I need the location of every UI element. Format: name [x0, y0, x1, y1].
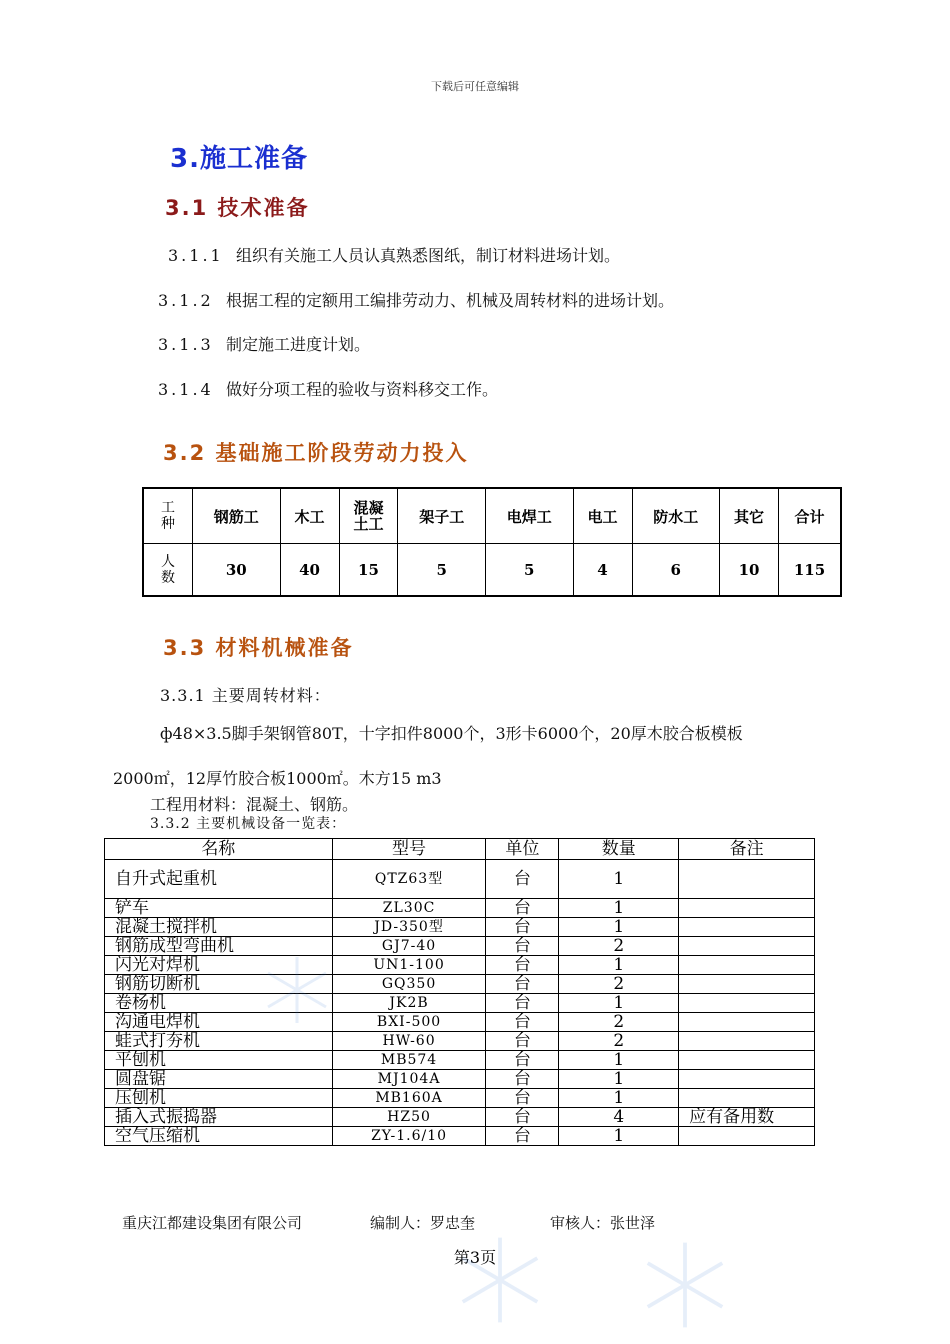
sub-3-3-1: 3.3.1 主要周转材料： — [160, 686, 331, 705]
equip-unit-cell: 台 — [486, 994, 559, 1013]
count-cell: 5 — [398, 544, 486, 597]
equip-name-cell: 圆盘锯 — [105, 1070, 333, 1089]
type-cell: 其它 — [720, 488, 779, 544]
col-header-name: 名称 — [105, 839, 333, 860]
equip-qty-cell: 1 — [559, 860, 679, 899]
equip-model-cell: GJ7-40 — [332, 937, 486, 956]
watermark-flake-icon — [640, 1240, 730, 1330]
equip-unit-cell: 台 — [486, 1013, 559, 1032]
equip-note-cell — [679, 1089, 815, 1108]
col-header-unit: 单位 — [486, 839, 559, 860]
table-row — [105, 899, 815, 918]
type-cell: 电工 — [573, 488, 632, 544]
equip-name-cell: 混凝土搅拌机 — [105, 918, 333, 937]
page-number: 第3页 — [453, 1248, 497, 1267]
footer-company: 重庆江都建设集团有限公司 — [122, 1214, 303, 1232]
equip-qty-cell: 4 — [559, 1108, 679, 1127]
table-row — [105, 937, 815, 956]
equip-name-cell: 沟通电焊机 — [105, 1013, 333, 1032]
equip-note-cell — [679, 899, 815, 918]
table-row — [105, 1108, 815, 1127]
equip-model-cell: ZY-1.6/10 — [332, 1127, 486, 1146]
equipment-table — [104, 838, 815, 1146]
equip-qty-cell: 1 — [559, 1051, 679, 1070]
equip-name-cell: 插入式振捣器 — [105, 1108, 333, 1127]
equip-model-cell: HW-60 — [332, 1032, 486, 1051]
equip-qty-cell: 2 — [559, 1013, 679, 1032]
table-row — [105, 1013, 815, 1032]
equip-note-cell — [679, 860, 815, 899]
equip-note-cell — [679, 1013, 815, 1032]
equip-model-cell: MJ104A — [332, 1070, 486, 1089]
equip-note-cell — [679, 1051, 815, 1070]
equip-qty-cell: 2 — [559, 1032, 679, 1051]
equip-name-cell: 卷杨机 — [105, 994, 333, 1013]
count-cell: 10 — [720, 544, 779, 597]
footer-editor: 编制人：罗忠奎 — [370, 1214, 476, 1232]
equip-model-cell: GQ350 — [332, 975, 486, 994]
equip-qty-cell: 1 — [559, 899, 679, 918]
table-row — [105, 1032, 815, 1051]
table-row — [105, 1070, 815, 1089]
equip-note-cell — [679, 937, 815, 956]
equip-name-cell: 蛙式打夯机 — [105, 1032, 333, 1051]
materials-line-3: 工程用材料：混凝土、钢筋。 — [150, 795, 359, 814]
count-cell: 40 — [280, 544, 339, 597]
equip-unit-cell: 台 — [486, 1108, 559, 1127]
equip-qty-cell: 1 — [559, 994, 679, 1013]
equip-note-cell — [679, 1032, 815, 1051]
equip-note-cell — [679, 956, 815, 975]
equip-qty-cell: 1 — [559, 918, 679, 937]
row-head-type: 工 种 — [143, 488, 193, 544]
equip-name-cell: 钢筋切断机 — [105, 975, 333, 994]
equip-note-cell — [679, 918, 815, 937]
equip-unit-cell: 台 — [486, 975, 559, 994]
equip-unit-cell: 台 — [486, 1051, 559, 1070]
equip-unit-cell: 台 — [486, 937, 559, 956]
equip-unit-cell: 台 — [486, 956, 559, 975]
equip-name-cell: 空气压缩机 — [105, 1127, 333, 1146]
equip-model-cell: JK2B — [332, 994, 486, 1013]
equipment-body — [105, 860, 815, 1146]
materials-line-2: 2000㎡，12厚竹胶合板1000㎡。木方15 m3 — [113, 769, 442, 788]
type-cell: 电焊工 — [486, 488, 574, 544]
equip-model-cell: QTZ63型 — [332, 860, 486, 899]
type-cell: 混凝 土工 — [339, 488, 398, 544]
table-row — [105, 860, 815, 899]
count-cell: 4 — [573, 544, 632, 597]
table-row — [105, 918, 815, 937]
type-cell: 架子工 — [398, 488, 486, 544]
table-row — [105, 1127, 815, 1146]
equip-qty-cell: 1 — [559, 1089, 679, 1108]
subsection-3-3-title: 3.3 材料机械准备 — [163, 636, 354, 660]
equip-unit-cell: 台 — [486, 1089, 559, 1108]
col-header-qty: 数量 — [559, 839, 679, 860]
footer-reviewer: 审核人：张世泽 — [550, 1214, 656, 1232]
equip-note-cell — [679, 994, 815, 1013]
equip-qty-cell: 2 — [559, 937, 679, 956]
equip-note-cell — [679, 1070, 815, 1089]
subsection-3-1-title: 3.1 技术准备 — [165, 196, 310, 220]
equip-unit-cell: 台 — [486, 860, 559, 899]
subsection-3-2-title: 3.2 基础施工阶段劳动力投入 — [163, 441, 469, 465]
equip-model-cell: BXI-500 — [332, 1013, 486, 1032]
equip-name-cell: 钢筋成型弯曲机 — [105, 937, 333, 956]
equip-model-cell: MB160A — [332, 1089, 486, 1108]
count-cell: 6 — [632, 544, 720, 597]
equip-unit-cell: 台 — [486, 899, 559, 918]
count-cell: 30 — [193, 544, 281, 597]
equip-unit-cell: 台 — [486, 1070, 559, 1089]
labor-count-row — [143, 544, 841, 597]
type-cell: 钢筋工 — [193, 488, 281, 544]
labor-table — [142, 487, 842, 597]
type-cell: 木工 — [280, 488, 339, 544]
equip-model-cell: UN1-100 — [332, 956, 486, 975]
equip-name-cell: 闪光对焊机 — [105, 956, 333, 975]
table-row — [105, 975, 815, 994]
section-title: 3.施工准备 — [170, 144, 308, 174]
equip-note-cell — [679, 975, 815, 994]
labor-type-row — [143, 488, 841, 544]
table-row — [105, 994, 815, 1013]
equipment-header-row — [105, 839, 815, 860]
watermark-flake-icon — [455, 1235, 545, 1325]
equip-name-cell: 平刨机 — [105, 1051, 333, 1070]
table-row — [105, 956, 815, 975]
equip-model-cell: MB574 — [332, 1051, 486, 1070]
item-3-1-4: 3.1.4 做好分项工程的验收与资料移交工作。 — [158, 380, 499, 399]
table-row — [105, 1089, 815, 1108]
equip-qty-cell: 1 — [559, 1127, 679, 1146]
sub-3-3-2: 3.3.2 主要机械设备一览表： — [150, 816, 347, 832]
equip-qty-cell: 1 — [559, 956, 679, 975]
equip-qty-cell: 1 — [559, 1070, 679, 1089]
item-3-1-3: 3.1.3 制定施工进度计划。 — [158, 335, 371, 354]
equip-unit-cell: 台 — [486, 1032, 559, 1051]
equip-unit-cell: 台 — [486, 918, 559, 937]
row-head-count: 人 数 — [143, 544, 193, 597]
count-cell: 5 — [486, 544, 574, 597]
equip-model-cell: JD-350型 — [332, 918, 486, 937]
table-row — [105, 1051, 815, 1070]
equip-name-cell: 铲车 — [105, 899, 333, 918]
equip-note-cell: 应有备用数 — [679, 1108, 815, 1127]
equip-name-cell: 压刨机 — [105, 1089, 333, 1108]
col-header-note: 备注 — [679, 839, 815, 860]
equip-model-cell: ZL30C — [332, 899, 486, 918]
count-cell: 115 — [779, 544, 842, 597]
watermark-flake-icon — [262, 955, 332, 1025]
type-cell: 防水工 — [632, 488, 720, 544]
col-header-model: 型号 — [332, 839, 486, 860]
type-cell: 合计 — [779, 488, 842, 544]
equip-model-cell: HZ50 — [332, 1108, 486, 1127]
item-3-1-1: 3.1.1 组织有关施工人员认真熟悉图纸，制订材料进场计划。 — [168, 246, 621, 265]
count-cell: 15 — [339, 544, 398, 597]
header-note: 下载后可任意编辑 — [431, 80, 519, 93]
equip-unit-cell: 台 — [486, 1127, 559, 1146]
equip-name-cell: 自升式起重机 — [105, 860, 333, 899]
materials-line-1: ф48×3.5脚手架钢管80T，十字扣件8000个，3形卡6000个，20厚木胶合板模板 — [160, 724, 743, 743]
equip-note-cell — [679, 1127, 815, 1146]
item-3-1-2: 3.1.2 根据工程的定额用工编排劳动力、机械及周转材料的进场计划。 — [158, 291, 675, 310]
equip-qty-cell: 2 — [559, 975, 679, 994]
